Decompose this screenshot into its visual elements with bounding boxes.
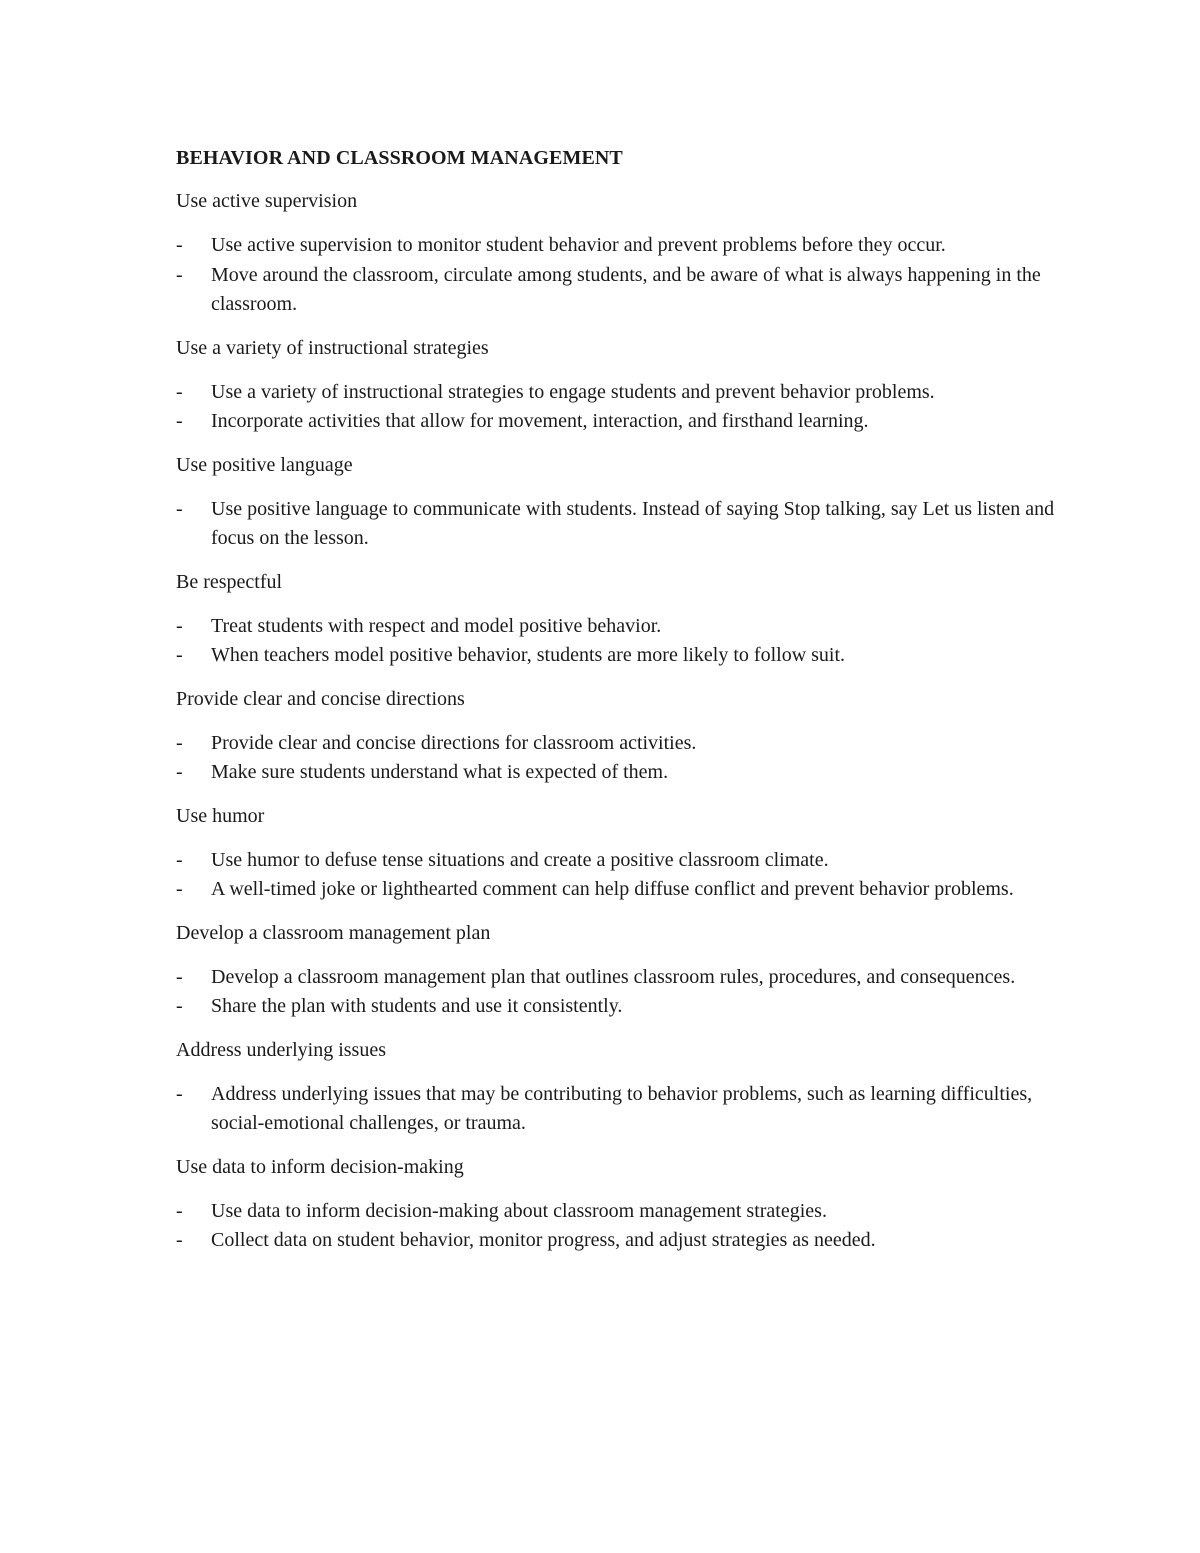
bullet-text: Address underlying issues that may be contributing to behavior problems, such as learning difficulties, social-emotional challenges, or trauma. [211,1082,1033,1134]
bullet-list [176,729,1076,788]
bullet-text: Make sure students understand what is expected of them. [211,761,669,783]
bullet-text: Use positive language to communicate with students. Instead of saying Stop talking, say Let us listen and focus on the lesson. [211,497,1055,549]
section-heading: Use active supervision [176,190,358,212]
section-underlying-issues [176,1036,1076,1139]
section-data-decisions [176,1153,1076,1256]
section-heading: Use data to inform decision-making [176,1155,464,1178]
list-item [176,1080,1076,1139]
list-item [176,261,1076,320]
bullet-text: Collect data on student behavior, monitor progress, and adjust strategies as needed. [211,1229,876,1251]
bullet-list [176,1197,1076,1256]
list-item [176,612,1076,642]
list-item [176,1197,1076,1227]
bullet-dash: - [176,731,183,754]
bullet-dash: - [176,965,183,988]
section-use-humor [176,802,1076,905]
section-heading: Use positive language [176,453,353,476]
bullet-dash: - [176,878,183,900]
bullet-text: Use active supervision to monitor student behavior and prevent problems before they occur. [211,234,946,256]
section-heading: Use a variety of instructional strategies [176,336,489,359]
bullet-dash: - [176,1082,183,1105]
section-management-plan [176,919,1076,1022]
list-item [176,992,1076,1022]
section-heading: Be respectful [176,570,283,593]
list-item [176,407,1076,437]
bullet-dash: - [176,234,183,256]
list-item [176,758,1076,788]
bullet-text: Incorporate activities that allow for movement, interaction, and firsthand learning. [211,410,869,432]
bullet-list [176,846,1076,905]
bullet-text: A well-timed joke or lighthearted comment can help diffuse conflict and prevent behavior problems. [211,878,1014,900]
bullet-text: When teachers model positive behavior, students are more likely to follow suit. [211,644,846,666]
section-heading: Address underlying issues [176,1038,386,1061]
bullet-dash: - [176,761,183,783]
bullet-list [176,963,1076,1022]
bullet-list [176,378,1076,437]
bullet-list [176,612,1076,671]
section-heading: Provide clear and concise directions [176,687,465,710]
bullet-list [176,1080,1076,1139]
bullet-text: Share the plan with students and use it consistently. [211,995,623,1017]
list-item [176,875,1076,905]
section-instructional-strategies [176,334,1076,437]
bullet-dash: - [176,410,183,432]
bullet-dash: - [176,1199,183,1222]
list-item [176,641,1076,671]
document-page [176,146,1076,1270]
bullet-dash: - [176,644,183,666]
section-heading: Use humor [176,804,265,827]
bullet-dash: - [176,1229,183,1251]
list-item [176,963,1076,993]
bullet-text: Use data to inform decision-making about classroom management strategies. [211,1199,827,1222]
bullet-text: Use humor to defuse tense situations and create a positive classroom climate. [211,848,829,871]
bullet-text: Provide clear and concise directions for classroom activities. [211,731,697,754]
bullet-text: Treat students with respect and model positive behavior. [211,614,662,637]
bullet-dash: - [176,380,183,403]
bullet-dash: - [176,263,183,286]
bullet-text: Use a variety of instructional strategies to engage students and prevent behavior problems. [211,380,935,403]
bullet-text: Develop a classroom management plan that outlines classroom rules, procedures, and consequences. [211,965,1016,988]
section-positive-language [176,451,1076,554]
section-active-supervision [176,187,1076,320]
bullet-text: Move around the classroom, circulate among students, and be aware of what is always happening in the classroom. [211,263,1041,315]
section-clear-directions [176,685,1076,788]
list-item [176,231,1076,261]
list-item [176,378,1076,408]
document-title: BEHAVIOR AND CLASSROOM MANAGEMENT [176,147,623,169]
bullet-dash: - [176,614,183,637]
list-item [176,1226,1076,1256]
bullet-dash: - [176,995,183,1017]
bullet-list [176,495,1076,554]
section-be-respectful [176,568,1076,671]
bullet-dash: - [176,497,183,520]
list-item [176,846,1076,876]
list-item [176,495,1076,554]
section-heading: Develop a classroom management plan [176,921,491,944]
bullet-list [176,231,1076,320]
list-item [176,729,1076,759]
bullet-dash: - [176,848,183,871]
